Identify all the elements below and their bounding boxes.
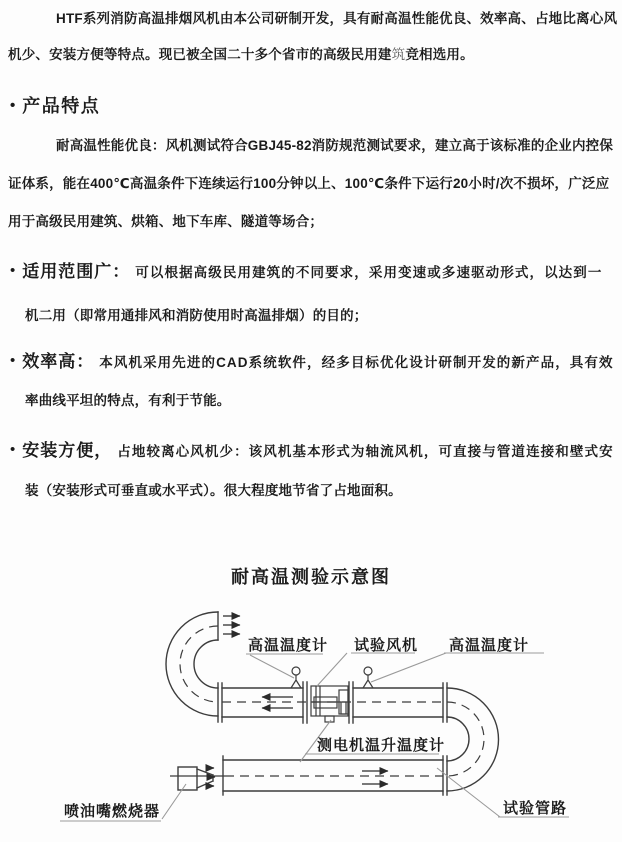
left-pipe-bend (166, 612, 218, 716)
bullet-block-efficiency-line-1 (10, 343, 614, 382)
intro-line-2-post: 竞相选用。 (405, 47, 474, 62)
top-pipe-left-flange (218, 683, 222, 722)
label-test-fan: 试验风机 (354, 637, 419, 654)
right-pipe-bend (447, 688, 499, 791)
bullet-icon: • (10, 441, 16, 458)
bottom-pipe (170, 756, 447, 795)
bullet-block-scope-line-1 (10, 250, 602, 294)
intro-line-2-light-glyph: 筑 (391, 47, 406, 62)
features-paragraph (8, 127, 613, 241)
bullet-block-install (10, 431, 614, 510)
label-motor-thermometer: 测电机温升温度计 (317, 737, 446, 754)
bullet-block-install-head: 安装方便， (22, 441, 113, 460)
test-diagram (0, 595, 622, 842)
bullet-block-scope-line-2: 机二用（即常用通排风和消防使用时高温排烟）的目的； (25, 308, 368, 323)
bullet-block-efficiency-head: 效率高： (22, 352, 95, 371)
motor-sensor-tab (325, 716, 334, 722)
leader-thermo-left (246, 654, 323, 678)
bullet-icon: • (10, 97, 16, 114)
leader-lines (60, 653, 569, 821)
leader-fan (317, 653, 415, 686)
test-fan (303, 682, 353, 723)
label-burner: 喷油嘴燃烧器 (64, 803, 161, 820)
features-line-2: 证体系，能在400℃高温条件下连续运行100分钟以上、100℃条件下运行20小时/次不损坏，广泛应 (8, 176, 610, 191)
leader-thermo-right (371, 653, 544, 682)
burner-nozzle (197, 769, 213, 788)
burner (178, 767, 215, 790)
label-thermometer-left: 高温温度计 (248, 637, 329, 654)
label-thermometer-right: 高温温度计 (449, 637, 530, 654)
label-test-pipeline: 试验管路 (503, 800, 568, 817)
bullet-block-scope-head: 适用范围广： (22, 262, 131, 281)
bullet-block-install-line-2: 装（安装形式可垂直或水平式）。很大程度地节省了占地面积。 (25, 483, 402, 498)
bullet-block-efficiency-rest: 本风机采用先进的CAD系统软件，经多目标优化设计研制开发的新产品，具有效 (99, 355, 614, 370)
bullet-icon: • (10, 352, 16, 369)
intro-line-1: HTF系列消防高温排烟风机由本公司研制开发，具有耐高温性能优良、效率高、占地比离心风 (56, 11, 618, 26)
features-line-1: 耐高温性能优良：风机测试符合GBJ45-82消防规范测试要求，建立高于该标准的企业内控保 (56, 138, 614, 153)
bullet-block-efficiency-line-2: 率曲线平坦的特点，有利于节能。 (25, 393, 231, 408)
top-pipe-right-flange (443, 683, 447, 722)
exhaust-flow-arrows (223, 616, 240, 634)
intro-paragraph (8, 1, 617, 73)
section-heading-features (10, 92, 100, 118)
intro-line-2-pre: 机少、安装方便等特点。现已被全国二十多个省市的高级民用建 (8, 47, 392, 62)
bullet-block-install-line-1 (10, 431, 614, 471)
bullet-block-install-rest: 占地较离心风机少：该风机基本形式为轴流风机，可直接与管道连接和壁式安 (117, 444, 614, 459)
burner-body (178, 767, 197, 790)
thermometer-right-symbol (363, 667, 373, 688)
bullet-block-scope (10, 250, 602, 337)
diagram-title: 耐高温测验示意图 (231, 567, 391, 587)
bullet-icon: • (10, 262, 16, 279)
features-line-3: 用于高级民用建筑、烘箱、地下车库、隧道等场合； (8, 214, 324, 229)
bullet-block-efficiency (10, 343, 614, 420)
bottom-pipe-flow-arrows (362, 771, 388, 784)
intro-line-2 (8, 37, 617, 73)
bullet-block-scope-rest: 可以根据高级民用建筑的不同要求，采用变速或多速驱动形式，以达到一 (135, 265, 603, 280)
section-heading-features-label: 产品特点 (22, 96, 101, 116)
